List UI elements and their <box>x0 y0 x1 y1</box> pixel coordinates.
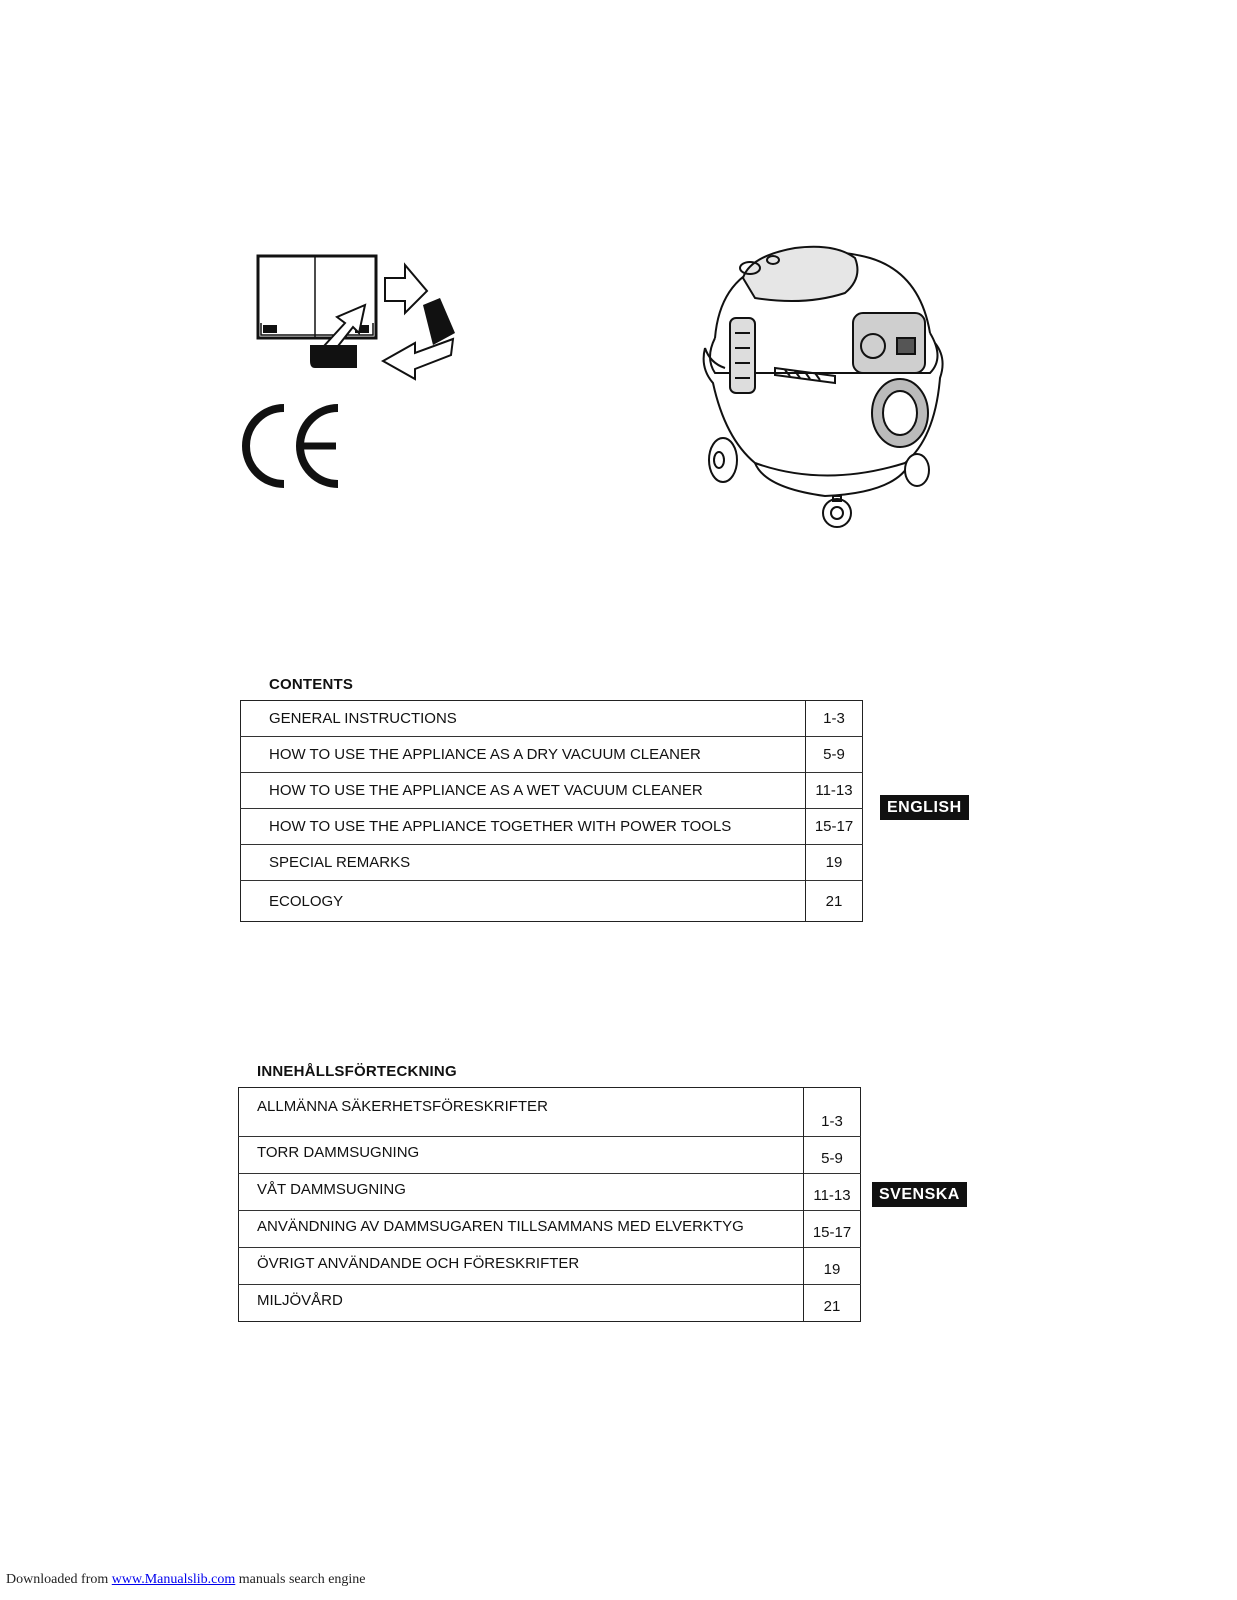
toc-entry-pages: 5-9 <box>804 1137 861 1174</box>
manualslib-link[interactable]: www.Manualslib.com <box>111 1572 236 1587</box>
table-row <box>239 1137 861 1174</box>
contents-title-swedish: INNEHÅLLSFÖRTECKNING <box>257 1063 457 1080</box>
language-badge-english: ENGLISH <box>880 795 969 820</box>
toc-entry-label: MILJÖVÅRD <box>239 1285 804 1322</box>
toc-entry-label: SPECIAL REMARKS <box>241 845 806 881</box>
toc-entry-label: GENERAL INSTRUCTIONS <box>269 710 457 727</box>
toc-entry-label: ALLMÄNNA SÄKERHETSFÖRESKRIFTER <box>257 1098 548 1115</box>
table-row <box>241 881 863 922</box>
toc-entry-pages: 11-13 <box>806 773 863 809</box>
toc-entry-pages: 11-13 <box>804 1174 861 1211</box>
table-row <box>239 1174 861 1211</box>
toc-entry-pages: 1-3 <box>804 1088 861 1137</box>
table-row <box>241 845 863 881</box>
toc-entry-pages: 19 <box>806 845 863 881</box>
toc-entry-pages: 1-3 <box>806 701 863 737</box>
toc-entry-pages: 15-17 <box>806 809 863 845</box>
table-row <box>239 1285 861 1322</box>
contents-table-swedish <box>238 1087 861 1322</box>
language-badge-swedish: SVENSKA <box>872 1182 967 1207</box>
toc-entry-label: HOW TO USE THE APPLIANCE AS A DRY VACUUM CLEANER <box>241 737 806 773</box>
table-row <box>239 1088 861 1137</box>
toc-entry-pages: 15-17 <box>804 1211 861 1248</box>
table-row <box>239 1211 861 1248</box>
toc-entry-pages: 21 <box>806 881 863 922</box>
table-row <box>241 809 863 845</box>
toc-entry-label: ÖVRIGT ANVÄNDANDE OCH FÖRESKRIFTER <box>239 1248 804 1285</box>
footer-prefix: Downloaded from <box>6 1572 112 1587</box>
download-footer <box>6 1572 366 1588</box>
footer-suffix: manuals search engine <box>235 1572 366 1587</box>
toc-entry-label: ECOLOGY <box>241 881 806 922</box>
toc-entry-label: ANVÄNDNING AV DAMMSUGAREN TILLSAMMANS MED ELVERKTYG <box>239 1211 804 1248</box>
recycle-bag-icon <box>255 253 465 383</box>
toc-entry-pages: 21 <box>804 1285 861 1322</box>
table-row <box>241 737 863 773</box>
toc-entry-label: VÅT DAMMSUGNING <box>239 1174 804 1211</box>
toc-entry-label: HOW TO USE THE APPLIANCE AS A WET VACUUM CLEANER <box>241 773 806 809</box>
ce-mark-icon <box>240 402 342 490</box>
table-row <box>241 701 863 737</box>
wet-dry-vacuum-cleaner-illustration <box>695 238 955 533</box>
contents-title-english: CONTENTS <box>269 676 354 693</box>
table-row <box>239 1248 861 1285</box>
toc-entry-pages: 19 <box>804 1248 861 1285</box>
table-row <box>241 773 863 809</box>
toc-entry-pages: 5-9 <box>806 737 863 773</box>
toc-entry-label: HOW TO USE THE APPLIANCE TOGETHER WITH POWER TOOLS <box>241 809 806 845</box>
toc-entry-label: TORR DAMMSUGNING <box>239 1137 804 1174</box>
contents-table-english <box>240 700 863 922</box>
